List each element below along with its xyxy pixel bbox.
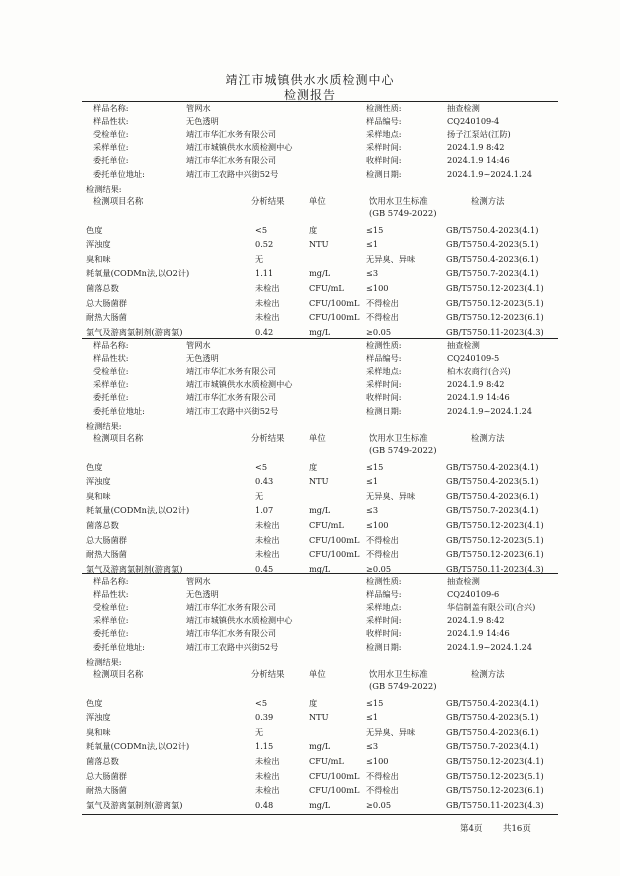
row-standard: ≥0.05 xyxy=(366,563,392,574)
sampling-unit-label: 采样单位: xyxy=(93,379,129,390)
row-result: 1.15 xyxy=(255,741,274,752)
sampling-time-label: 采样时间: xyxy=(366,142,402,153)
row-method: GB/T5750.11-2023(4.3) xyxy=(446,799,544,810)
client-unit-label: 委托单位: xyxy=(93,155,129,166)
sample-no-label: 样品编号: xyxy=(366,589,402,600)
row-method: GB/T5750.12-2023(5.1) xyxy=(446,770,544,781)
row-method: GB/T5750.4-2023(5.1) xyxy=(446,239,539,250)
row-method: GB/T5750.7-2023(4.1) xyxy=(446,741,539,752)
row-method: GB/T5750.11-2023(4.3) xyxy=(446,563,544,574)
row-item-name: 浑浊度 xyxy=(86,239,111,250)
col-header-method: 检测方法 xyxy=(471,195,505,206)
row-result: 未检出 xyxy=(255,312,280,323)
row-item-name: 耗氧量(CODMn法,以O2计) xyxy=(86,268,190,279)
row-standard: ≤3 xyxy=(366,505,379,516)
entrusted-unit-label: 受检单位: xyxy=(93,366,129,377)
client-unit-value: 靖江市华汇水务有限公司 xyxy=(186,392,277,403)
sample-no-value: CQ240109-5 xyxy=(447,353,500,364)
row-standard: 不得检出 xyxy=(366,770,399,781)
row-item-name: 氯气及游离氯制剂(游离氯) xyxy=(86,563,183,574)
row-standard: ≤1 xyxy=(366,712,379,723)
sample-no-value: CQ240109-6 xyxy=(447,589,500,600)
col-header-unit: 单位 xyxy=(309,432,326,443)
sampling-site-value: 柏木农商行(合兴) xyxy=(447,366,511,377)
row-unit: CFU/100mL xyxy=(309,534,360,545)
row-standard: ≤100 xyxy=(366,756,389,766)
row-unit: CFU/100mL xyxy=(309,785,360,796)
test-nature-label: 检测性质: xyxy=(366,576,402,586)
row-result: 0.39 xyxy=(255,712,274,723)
row-result: 1.11 xyxy=(255,268,274,279)
col-header-result: 分析结果 xyxy=(251,432,285,443)
row-standard: 不得检出 xyxy=(366,297,399,308)
col-header-item: 检测项目名称 xyxy=(93,668,144,679)
sampling-unit-label: 采样单位: xyxy=(93,615,129,626)
row-method: GB/T5750.7-2023(4.1) xyxy=(446,505,539,516)
receive-time-label: 收样时间: xyxy=(366,628,402,639)
col-header-unit: 单位 xyxy=(309,668,326,679)
sampling-time-value: 2024.1.9 8:42 xyxy=(447,615,505,626)
col-header-item: 检测项目名称 xyxy=(93,432,144,443)
client-address-value: 靖江市工农路中兴街52号 xyxy=(186,168,279,179)
row-method: GB/T5750.4-2023(4.1) xyxy=(446,461,539,472)
col-header-standard: 饮用水卫生标准 xyxy=(369,432,428,443)
row-result: 未检出 xyxy=(255,283,280,293)
row-item-name: 臭和味 xyxy=(86,253,111,264)
row-item-name: 总大肠菌群 xyxy=(86,770,127,781)
test-date-label: 检测日期: xyxy=(366,405,402,416)
row-item-name: 臭和味 xyxy=(86,726,111,737)
col-header-standard-code: (GB 5749-2022) xyxy=(369,207,437,218)
row-item-name: 总大肠菌群 xyxy=(86,534,127,545)
sample-state-label: 样品性状: xyxy=(93,116,129,127)
row-standard: 不得检出 xyxy=(366,534,399,545)
row-method: GB/T5750.4-2023(6.1) xyxy=(446,726,539,737)
row-unit: mg/L xyxy=(309,799,331,810)
row-method: GB/T5750.12-2023(6.1) xyxy=(446,312,544,323)
row-item-name: 菌落总数 xyxy=(86,283,119,293)
sampling-site-label: 采样地点: xyxy=(366,366,402,377)
row-result: <5 xyxy=(255,697,268,708)
row-method: GB/T5750.4-2023(6.1) xyxy=(446,490,539,501)
row-item-name: 臭和味 xyxy=(86,490,111,501)
row-result: 0.43 xyxy=(255,476,274,487)
row-unit: mg/L xyxy=(309,563,331,574)
sampling-time-label: 采样时间: xyxy=(366,615,402,626)
col-header-result: 分析结果 xyxy=(251,668,285,679)
page-total: 共16页 xyxy=(503,824,531,834)
row-standard: 不得检出 xyxy=(366,549,399,560)
receive-time-value: 2024.1.9 14:46 xyxy=(447,628,510,639)
sampling-site-value: 扬子江泵站(江防) xyxy=(447,129,511,140)
results-label: 检测结果: xyxy=(86,656,122,667)
sample-state-value: 无色透明 xyxy=(186,589,219,600)
row-result: 无 xyxy=(255,490,264,501)
client-unit-value: 靖江市华汇水务有限公司 xyxy=(186,155,277,166)
sample-name-label: 样品名称: xyxy=(93,340,129,350)
sample-no-label: 样品编号: xyxy=(366,353,402,364)
row-result: 未检出 xyxy=(255,297,280,308)
test-nature-label: 检测性质: xyxy=(366,103,402,113)
entrusted-unit-label: 受检单位: xyxy=(93,129,129,140)
receive-time-value: 2024.1.9 14:46 xyxy=(447,155,510,166)
sample-state-label: 样品性状: xyxy=(93,589,129,600)
row-unit: CFU/mL xyxy=(309,520,344,530)
row-unit: mg/L xyxy=(309,326,331,337)
col-header-standard: 饮用水卫生标准 xyxy=(369,195,428,206)
section-divider xyxy=(82,338,558,339)
col-header-standard: 饮用水卫生标准 xyxy=(369,668,428,679)
test-date-label: 检测日期: xyxy=(366,641,402,652)
row-unit: mg/L xyxy=(309,268,331,279)
row-item-name: 色度 xyxy=(86,697,103,708)
row-result: 未检出 xyxy=(255,520,280,530)
row-standard: ≤15 xyxy=(366,224,384,235)
row-item-name: 总大肠菌群 xyxy=(86,297,127,308)
test-nature-value: 抽查检测 xyxy=(447,340,480,350)
entrusted-unit-value: 靖江市华汇水务有限公司 xyxy=(186,602,277,613)
col-header-method: 检测方法 xyxy=(471,668,505,679)
sample-name-label: 样品名称: xyxy=(93,576,129,586)
row-result: 未检出 xyxy=(255,785,280,796)
col-header-result: 分析结果 xyxy=(251,195,285,206)
row-standard: ≤1 xyxy=(366,239,379,250)
row-method: GB/T5750.12-2023(4.1) xyxy=(446,520,544,530)
row-method: GB/T5750.4-2023(5.1) xyxy=(446,712,539,723)
row-unit: 度 xyxy=(309,697,318,708)
sample-name-value: 管网水 xyxy=(186,103,211,113)
row-item-name: 浑浊度 xyxy=(86,476,111,487)
row-method: GB/T5750.12-2023(4.1) xyxy=(446,283,544,293)
test-nature-value: 抽查检测 xyxy=(447,103,480,113)
test-date-value: 2024.1.9~2024.1.24 xyxy=(447,641,532,652)
results-label: 检测结果: xyxy=(86,183,122,194)
sampling-unit-value: 靖江市城镇供水水质检测中心 xyxy=(186,615,293,626)
row-standard: ≤3 xyxy=(366,741,379,752)
row-unit: NTU xyxy=(309,712,329,723)
row-item-name: 耐热大肠菌 xyxy=(86,785,127,796)
row-standard: 不得检出 xyxy=(366,312,399,323)
col-header-method: 检测方法 xyxy=(471,432,505,443)
row-item-name: 氯气及游离氯制剂(游离氯) xyxy=(86,326,183,337)
row-method: GB/T5750.4-2023(5.1) xyxy=(446,476,539,487)
client-address-label: 委托单位地址: xyxy=(93,641,145,652)
row-unit: 度 xyxy=(309,461,318,472)
row-item-name: 色度 xyxy=(86,224,103,235)
report-subtitle: 检测报告 xyxy=(283,88,336,102)
col-header-standard-code: (GB 5749-2022) xyxy=(369,444,437,455)
col-header-standard-code: (GB 5749-2022) xyxy=(369,680,437,691)
row-result: 0.52 xyxy=(255,239,274,250)
row-item-name: 耗氧量(CODMn法,以O2计) xyxy=(86,741,190,752)
row-standard: ≤1 xyxy=(366,476,379,487)
sample-name-value: 管网水 xyxy=(186,576,211,586)
entrusted-unit-value: 靖江市华汇水务有限公司 xyxy=(186,129,277,140)
row-unit: 度 xyxy=(309,224,318,235)
row-item-name: 菌落总数 xyxy=(86,520,119,530)
top-divider xyxy=(82,101,558,102)
row-result: 无 xyxy=(255,726,264,737)
row-item-name: 氯气及游离氯制剂(游离氯) xyxy=(86,799,183,810)
client-address-label: 委托单位地址: xyxy=(93,405,145,416)
row-result: 0.42 xyxy=(255,326,274,337)
sample-state-value: 无色透明 xyxy=(186,353,219,364)
row-standard: ≤3 xyxy=(366,268,379,279)
row-unit: NTU xyxy=(309,476,329,487)
row-unit: CFU/100mL xyxy=(309,770,360,781)
row-standard: 不得检出 xyxy=(366,785,399,796)
sampling-time-label: 采样时间: xyxy=(366,379,402,390)
sampling-unit-value: 靖江市城镇供水水质检测中心 xyxy=(186,142,293,153)
sampling-time-value: 2024.1.9 8:42 xyxy=(447,379,505,390)
test-nature-value: 抽查检测 xyxy=(447,576,480,586)
row-method: GB/T5750.4-2023(6.1) xyxy=(446,253,539,264)
client-address-label: 委托单位地址: xyxy=(93,168,145,179)
sample-no-value: CQ240109-4 xyxy=(447,116,500,127)
sampling-time-value: 2024.1.9 8:42 xyxy=(447,142,505,153)
row-item-name: 耐热大肠菌 xyxy=(86,312,127,323)
client-unit-label: 委托单位: xyxy=(93,392,129,403)
row-standard: 无异臭、异味 xyxy=(366,726,416,737)
sampling-site-label: 采样地点: xyxy=(366,129,402,140)
sampling-unit-label: 采样单位: xyxy=(93,142,129,153)
receive-time-value: 2024.1.9 14:46 xyxy=(447,392,510,403)
row-unit: CFU/100mL xyxy=(309,549,360,560)
test-date-label: 检测日期: xyxy=(366,168,402,179)
page-number: 第4页 xyxy=(460,824,483,834)
row-method: GB/T5750.4-2023(4.1) xyxy=(446,697,539,708)
results-label: 检测结果: xyxy=(86,420,122,431)
row-unit: mg/L xyxy=(309,505,331,516)
row-result: 1.07 xyxy=(255,505,274,516)
row-method: GB/T5750.12-2023(6.1) xyxy=(446,549,544,560)
row-result: <5 xyxy=(255,224,268,235)
row-method: GB/T5750.12-2023(5.1) xyxy=(446,297,544,308)
row-method: GB/T5750.12-2023(4.1) xyxy=(446,756,544,766)
row-standard: ≤100 xyxy=(366,283,389,293)
test-date-value: 2024.1.9~2024.1.24 xyxy=(447,168,532,179)
sample-name-label: 样品名称: xyxy=(93,103,129,113)
entrusted-unit-label: 受检单位: xyxy=(93,602,129,613)
row-method: GB/T5750.12-2023(5.1) xyxy=(446,534,544,545)
row-item-name: 菌落总数 xyxy=(86,756,119,766)
row-unit: NTU xyxy=(309,239,329,250)
bottom-divider xyxy=(82,814,558,815)
row-standard: ≥0.05 xyxy=(366,799,392,810)
row-method: GB/T5750.4-2023(4.1) xyxy=(446,224,539,235)
row-result: <5 xyxy=(255,461,268,472)
row-result: 0.48 xyxy=(255,799,274,810)
row-unit: CFU/mL xyxy=(309,283,344,293)
row-standard: ≤15 xyxy=(366,697,384,708)
sample-state-value: 无色透明 xyxy=(186,116,219,127)
sampling-unit-value: 靖江市城镇供水水质检测中心 xyxy=(186,379,293,390)
row-unit: mg/L xyxy=(309,741,331,752)
sample-state-label: 样品性状: xyxy=(93,353,129,364)
row-result: 0.45 xyxy=(255,563,274,574)
row-method: GB/T5750.11-2023(4.3) xyxy=(446,326,544,337)
row-standard: ≥0.05 xyxy=(366,326,392,337)
sampling-site-label: 采样地点: xyxy=(366,602,402,613)
client-address-value: 靖江市工农路中兴街52号 xyxy=(186,405,279,416)
sample-no-label: 样品编号: xyxy=(366,116,402,127)
row-result: 未检出 xyxy=(255,534,280,545)
row-item-name: 浑浊度 xyxy=(86,712,111,723)
row-method: GB/T5750.7-2023(4.1) xyxy=(446,268,539,279)
row-standard: 无异臭、异味 xyxy=(366,253,416,264)
row-unit: CFU/mL xyxy=(309,756,344,766)
receive-time-label: 收样时间: xyxy=(366,392,402,403)
row-unit: CFU/100mL xyxy=(309,312,360,323)
row-method: GB/T5750.12-2023(6.1) xyxy=(446,785,544,796)
sample-name-value: 管网水 xyxy=(186,340,211,350)
test-date-value: 2024.1.9~2024.1.24 xyxy=(447,405,532,416)
row-item-name: 色度 xyxy=(86,461,103,472)
row-standard: ≤15 xyxy=(366,461,384,472)
row-result: 未检出 xyxy=(255,770,280,781)
row-item-name: 耗氧量(CODMn法,以O2计) xyxy=(86,505,190,516)
client-address-value: 靖江市工农路中兴街52号 xyxy=(186,641,279,652)
receive-time-label: 收样时间: xyxy=(366,155,402,166)
report-org-title: 靖江市城镇供水水质检测中心 xyxy=(225,73,395,87)
row-result: 未检出 xyxy=(255,549,280,560)
row-standard: ≤100 xyxy=(366,520,389,530)
row-result: 未检出 xyxy=(255,756,280,766)
entrusted-unit-value: 靖江市华汇水务有限公司 xyxy=(186,366,277,377)
client-unit-label: 委托单位: xyxy=(93,628,129,639)
row-item-name: 耐热大肠菌 xyxy=(86,549,127,560)
col-header-item: 检测项目名称 xyxy=(93,195,144,206)
client-unit-value: 靖江市华汇水务有限公司 xyxy=(186,628,277,639)
row-result: 无 xyxy=(255,253,264,264)
sampling-site-value: 华信制盖有限公司(合兴) xyxy=(447,602,536,613)
col-header-unit: 单位 xyxy=(309,195,326,206)
row-standard: 无异臭、异味 xyxy=(366,490,416,501)
test-nature-label: 检测性质: xyxy=(366,340,402,350)
row-unit: CFU/100mL xyxy=(309,297,360,308)
